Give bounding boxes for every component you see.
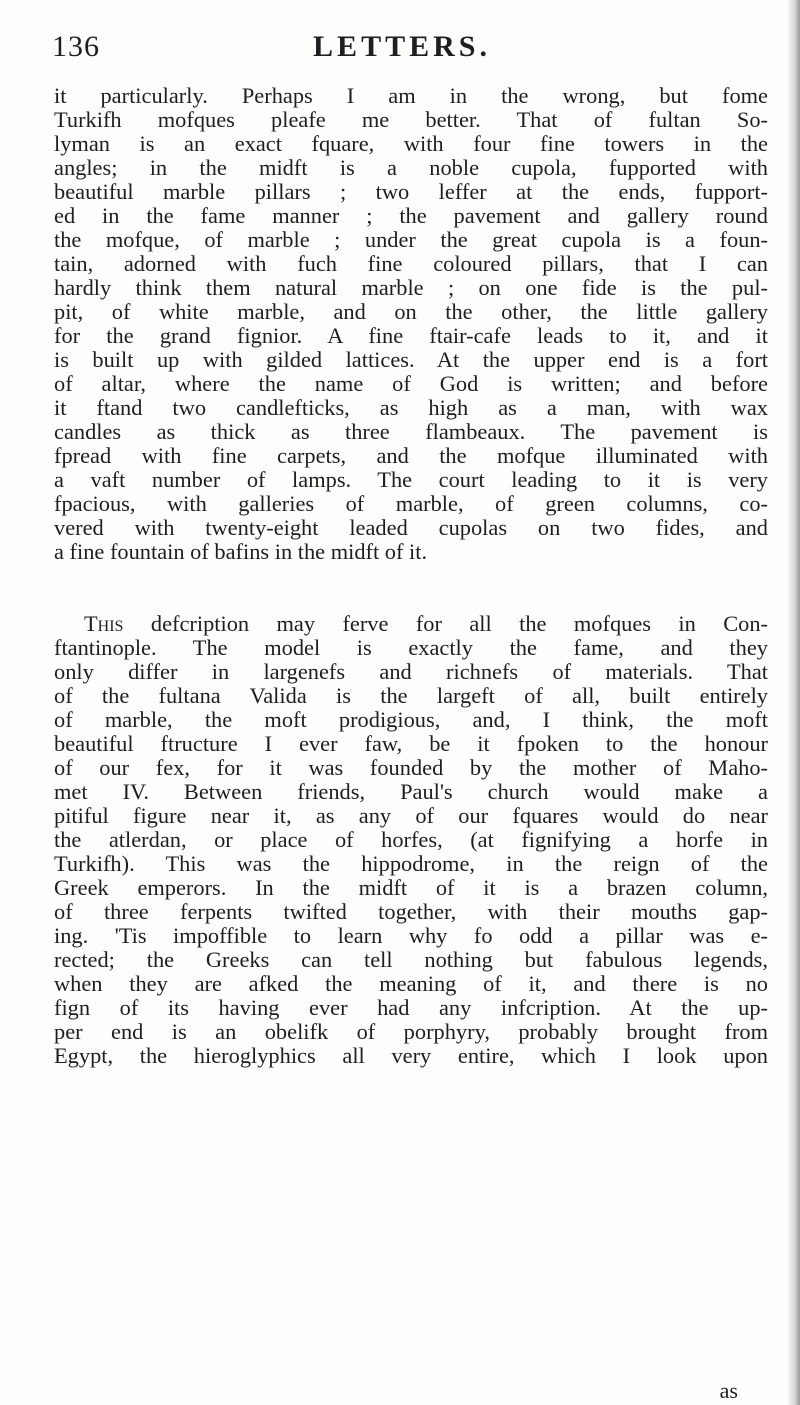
- text-line: beautiful ftructure I ever faw, be it fpoken to the honour: [54, 731, 768, 756]
- text-line: Greek emperors. In the midft of it is a brazen column,: [54, 875, 768, 900]
- page-number: 136: [52, 30, 100, 63]
- catchword: as: [719, 1378, 738, 1403]
- text-line: fign of its having ever had any infcription. At the up-: [54, 995, 768, 1020]
- paragraph-1: [54, 84, 768, 564]
- text-line: hardly think them natural marble ; on one fide is the pul-: [54, 275, 768, 300]
- text-line: Turkifh). This was the hippodrome, in the reign of the: [54, 851, 768, 876]
- text-line: of our fex, for it was founded by the mother of Maho-: [54, 755, 768, 780]
- text-line: when they are afked the meaning of it, and there is no: [54, 971, 768, 996]
- text-line: angles; in the midft is a noble cupola, fupported with: [54, 155, 768, 180]
- text-line: only differ in largenefs and richnefs of materials. That: [54, 659, 768, 684]
- text-line: is built up with gilded lattices. At the upper end is a fort: [54, 347, 768, 372]
- paragraph-2: [54, 612, 768, 1068]
- text-line: a fine fountain of bafins in the midft of it.: [54, 539, 428, 564]
- text-line: pitiful figure near it, as any of our fquares would do near: [54, 803, 768, 828]
- text-line: candles as thick as three flambeaux. The pavement is: [54, 419, 768, 444]
- text-line: Turkifh mofques pleafe me better. That of fultan So-: [54, 107, 768, 132]
- text-line: fpread with fine carpets, and the mofque illuminated with: [54, 443, 768, 468]
- text-line: it particularly. Perhaps I am in the wrong, but fome: [54, 83, 768, 108]
- running-head: LETTERS.: [313, 30, 491, 63]
- text-line: of three ferpents twifted together, with their mouths gap-: [54, 899, 768, 924]
- text-line: per end is an obelifk of porphyry, probably brought from: [54, 1019, 768, 1044]
- drop-word: This: [84, 611, 124, 636]
- page-binding-edge: [788, 0, 800, 1405]
- text-line: ed in the fame manner ; the pavement and gallery round: [54, 203, 768, 228]
- text-line: ing. 'Tis impoffible to learn why fo odd a pillar was e-: [54, 923, 768, 948]
- text-line: of altar, where the name of God is written; and before: [54, 371, 768, 396]
- text-line: fpacious, with galleries of marble, of green columns, co-: [54, 491, 768, 516]
- page-header: [52, 30, 752, 70]
- first-line-text: defcription may ferve for all the mofques in Con-: [123, 611, 768, 636]
- paragraph-2-first-line: [54, 612, 768, 636]
- text-line: rected; the Greeks can tell nothing but fabulous legends,: [54, 947, 768, 972]
- text-line: for the grand fignior. A fine ftair-cafe leads to it, and it: [54, 323, 768, 348]
- body-text: [54, 84, 768, 1068]
- text-line: tain, adorned with fuch fine coloured pillars, that I can: [54, 251, 768, 276]
- text-line: Egypt, the hieroglyphics all very entire, which I look upon: [54, 1043, 768, 1068]
- text-line: pit, of white marble, and on the other, the little gallery: [54, 299, 768, 324]
- text-line: the mofque, of marble ; under the great cupola is a foun-: [54, 227, 768, 252]
- text-line: of marble, the moft prodigious, and, I think, the moft: [54, 707, 768, 732]
- text-line: met IV. Between friends, Paul's church would make a: [54, 779, 768, 804]
- text-line: ftantinople. The model is exactly the fame, and they: [54, 635, 768, 660]
- text-line: the atlerdan, or place of horfes, (at fignifying a horfe in: [54, 827, 768, 852]
- text-line: beautiful marble pillars ; two leffer at the ends, fupport-: [54, 179, 768, 204]
- text-line: of the fultana Valida is the largeft of all, built entirely: [54, 683, 768, 708]
- text-line: vered with twenty-eight leaded cupolas on two fides, and: [54, 515, 768, 540]
- text-line: it ftand two candlefticks, as high as a man, with wax: [54, 395, 768, 420]
- paragraph-gap: [54, 564, 768, 612]
- text-line: a vaft number of lamps. The court leading to it is very: [54, 467, 768, 492]
- text-line: lyman is an exact fquare, with four fine towers in the: [54, 131, 768, 156]
